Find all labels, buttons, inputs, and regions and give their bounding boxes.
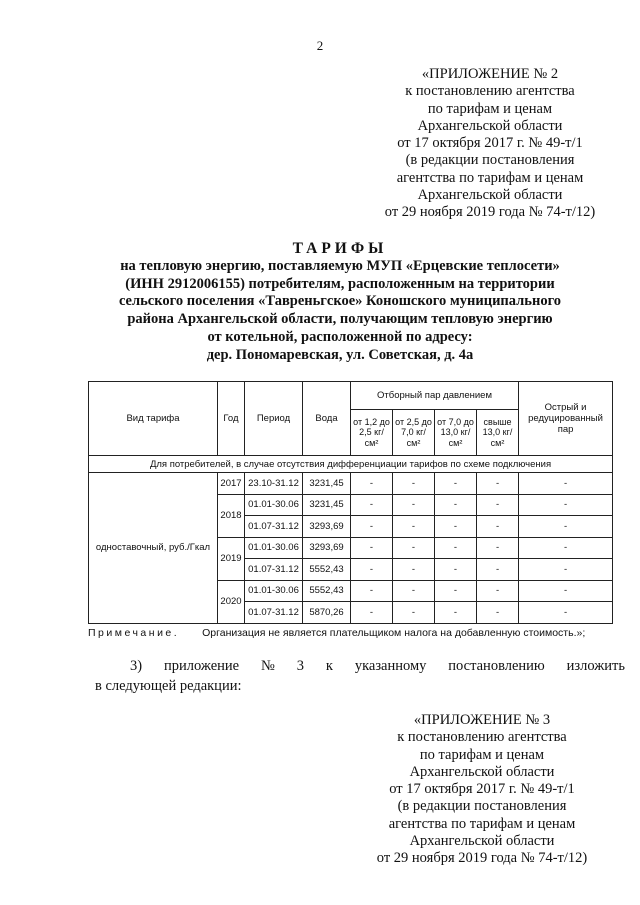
cell-dash: - — [393, 516, 435, 538]
cell-dash: - — [435, 473, 477, 495]
cell-dash: - — [435, 494, 477, 516]
header-steam-sub: от 7,0 до 13,0 кг/см² — [435, 410, 477, 456]
appendix-line: к постановлению агентства — [397, 729, 567, 746]
table-row — [89, 473, 613, 495]
appendix-line: по тарифам и ценам — [427, 100, 553, 117]
cell-dash: - — [477, 559, 519, 581]
cell-water: 3231,45 — [303, 494, 351, 516]
header-steam-group: Отборный пар давлением — [351, 382, 519, 410]
paragraph-word: указанному — [354, 658, 427, 674]
paragraph-word: № — [261, 658, 275, 674]
appendix-line: от 29 ноября 2019 года № 74-т/12) — [384, 204, 596, 221]
cell-water: 3293,69 — [303, 516, 351, 538]
appendix-line: (в редакции постановления — [405, 152, 575, 169]
cell-period: 01.01-30.06 — [245, 580, 303, 602]
cell-dash: - — [435, 516, 477, 538]
appendix-line: «ПРИЛОЖЕНИЕ № 3 — [413, 712, 551, 728]
header-tariff-type: Вид тарифа — [89, 382, 218, 456]
cell-dash: - — [477, 494, 519, 516]
cell-dash: - — [435, 559, 477, 581]
section-row — [89, 456, 613, 473]
title-line: (ИНН 2912006155) потребителям, расположенным на территории — [125, 275, 555, 292]
appendix-line: Архангельской области — [409, 763, 555, 780]
title-line: на тепловую энергию, поставляемую МУП «Ерцевские теплосети» — [120, 257, 560, 274]
appendix-line: к постановлению агентства — [405, 83, 575, 100]
appendix-line: «ПРИЛОЖЕНИЕ № 2 — [421, 66, 559, 82]
appendix-line: (в редакции постановления — [397, 798, 567, 815]
amendment-paragraph — [95, 656, 625, 696]
appendix-line: от 29 ноября 2019 года № 74-т/12) — [376, 850, 588, 867]
header-steam-sub: от 2,5 до 7,0 кг/см² — [393, 410, 435, 456]
header-year: Год — [218, 382, 245, 456]
cell-dash: - — [351, 559, 393, 581]
header-sharp-steam: Острый и редуцированный пар — [519, 382, 613, 456]
appendix-line: по тарифам и ценам — [419, 746, 545, 763]
title-line: от котельной, расположенной по адресу: — [207, 328, 473, 345]
paragraph-word: постановлению — [448, 658, 545, 674]
table-note — [88, 627, 585, 639]
cell-dash: - — [519, 494, 613, 516]
appendix-line: Архангельской области — [417, 117, 563, 134]
cell-dash: - — [351, 580, 393, 602]
appendix-line: Архангельской области — [409, 833, 555, 850]
cell-dash: - — [477, 473, 519, 495]
appendix-line: от 17 октября 2017 г. № 49-т/1 — [397, 135, 583, 152]
cell-dash: - — [519, 473, 613, 495]
title-line: района Архангельской области, получающим тепловую энергию — [127, 311, 553, 328]
note-label: Примечание. — [88, 627, 180, 639]
paragraph-word: изложить — [566, 658, 625, 674]
cell-dash: - — [519, 559, 613, 581]
cell-water: 3231,45 — [303, 473, 351, 495]
appendix-line: от 17 октября 2017 г. № 49-т/1 — [389, 781, 575, 798]
paragraph-word: приложение — [163, 658, 240, 674]
tariff-title — [60, 240, 620, 365]
header-period: Период — [245, 382, 303, 456]
cell-dash: - — [351, 537, 393, 559]
cell-dash: - — [351, 473, 393, 495]
cell-period: 23.10-31.12 — [245, 473, 303, 495]
header-water: Вода — [303, 382, 351, 456]
paragraph-line-1 — [95, 656, 625, 676]
paragraph-word: к — [325, 658, 333, 674]
cell-year: 2019 — [218, 537, 245, 580]
cell-dash: - — [351, 494, 393, 516]
cell-year: 2017 — [218, 473, 245, 495]
section-row-text: Для потребителей, в случае отсутствия дифференциации тарифов по схеме подключения — [89, 456, 613, 473]
cell-period: 01.07-31.12 — [245, 559, 303, 581]
appendix-line: агентства по тарифам и ценам — [396, 169, 584, 186]
header-steam-sub: свыше 13,0 кг/см² — [477, 410, 519, 456]
cell-period: 01.01-30.06 — [245, 537, 303, 559]
cell-water: 5552,43 — [303, 559, 351, 581]
appendix-3-header — [312, 712, 640, 868]
tariff-label: одноставочный, руб./Гкал — [89, 473, 218, 624]
cell-dash: - — [435, 602, 477, 624]
cell-water: 5870,26 — [303, 602, 351, 624]
title-heading: ТАРИФЫ — [292, 240, 388, 257]
table-header-row — [89, 382, 613, 410]
cell-dash: - — [435, 537, 477, 559]
tariff-table — [88, 381, 613, 624]
cell-dash: - — [393, 580, 435, 602]
title-line: сельского поселения «Тавреньгское» Коношского муниципального — [118, 293, 562, 310]
cell-dash: - — [519, 602, 613, 624]
paragraph-word: 3 — [296, 658, 304, 674]
header-steam-sub: от 1,2 до 2,5 кг/см² — [351, 410, 393, 456]
cell-dash: - — [351, 516, 393, 538]
cell-period: 01.01-30.06 — [245, 494, 303, 516]
appendix-line: Архангельской области — [417, 187, 563, 204]
cell-dash: - — [393, 494, 435, 516]
cell-dash: - — [435, 580, 477, 602]
cell-dash: - — [477, 537, 519, 559]
cell-period: 01.07-31.12 — [245, 516, 303, 538]
cell-dash: - — [393, 559, 435, 581]
cell-year: 2020 — [218, 580, 245, 623]
note-text: Организация не является плательщиком налога на добавленную стоимость.»; — [202, 627, 586, 639]
cell-dash: - — [519, 537, 613, 559]
cell-dash: - — [519, 516, 613, 538]
paragraph-line-2: в следующей редакции: — [95, 678, 242, 694]
page-number: 2 — [316, 38, 324, 53]
cell-dash: - — [477, 602, 519, 624]
appendix-line: агентства по тарифам и ценам — [388, 815, 576, 832]
appendix-2-header — [330, 66, 640, 222]
cell-dash: - — [477, 580, 519, 602]
cell-water: 5552,43 — [303, 580, 351, 602]
cell-dash: - — [393, 602, 435, 624]
cell-period: 01.07-31.12 — [245, 602, 303, 624]
cell-water: 3293,69 — [303, 537, 351, 559]
cell-dash: - — [351, 602, 393, 624]
cell-year: 2018 — [218, 494, 245, 537]
paragraph-word: 3) — [130, 658, 143, 674]
title-line: дер. Пономаревская, ул. Советская, д. 4а — [206, 346, 474, 363]
cell-dash: - — [477, 516, 519, 538]
cell-dash: - — [393, 473, 435, 495]
cell-dash: - — [393, 537, 435, 559]
cell-dash: - — [519, 580, 613, 602]
